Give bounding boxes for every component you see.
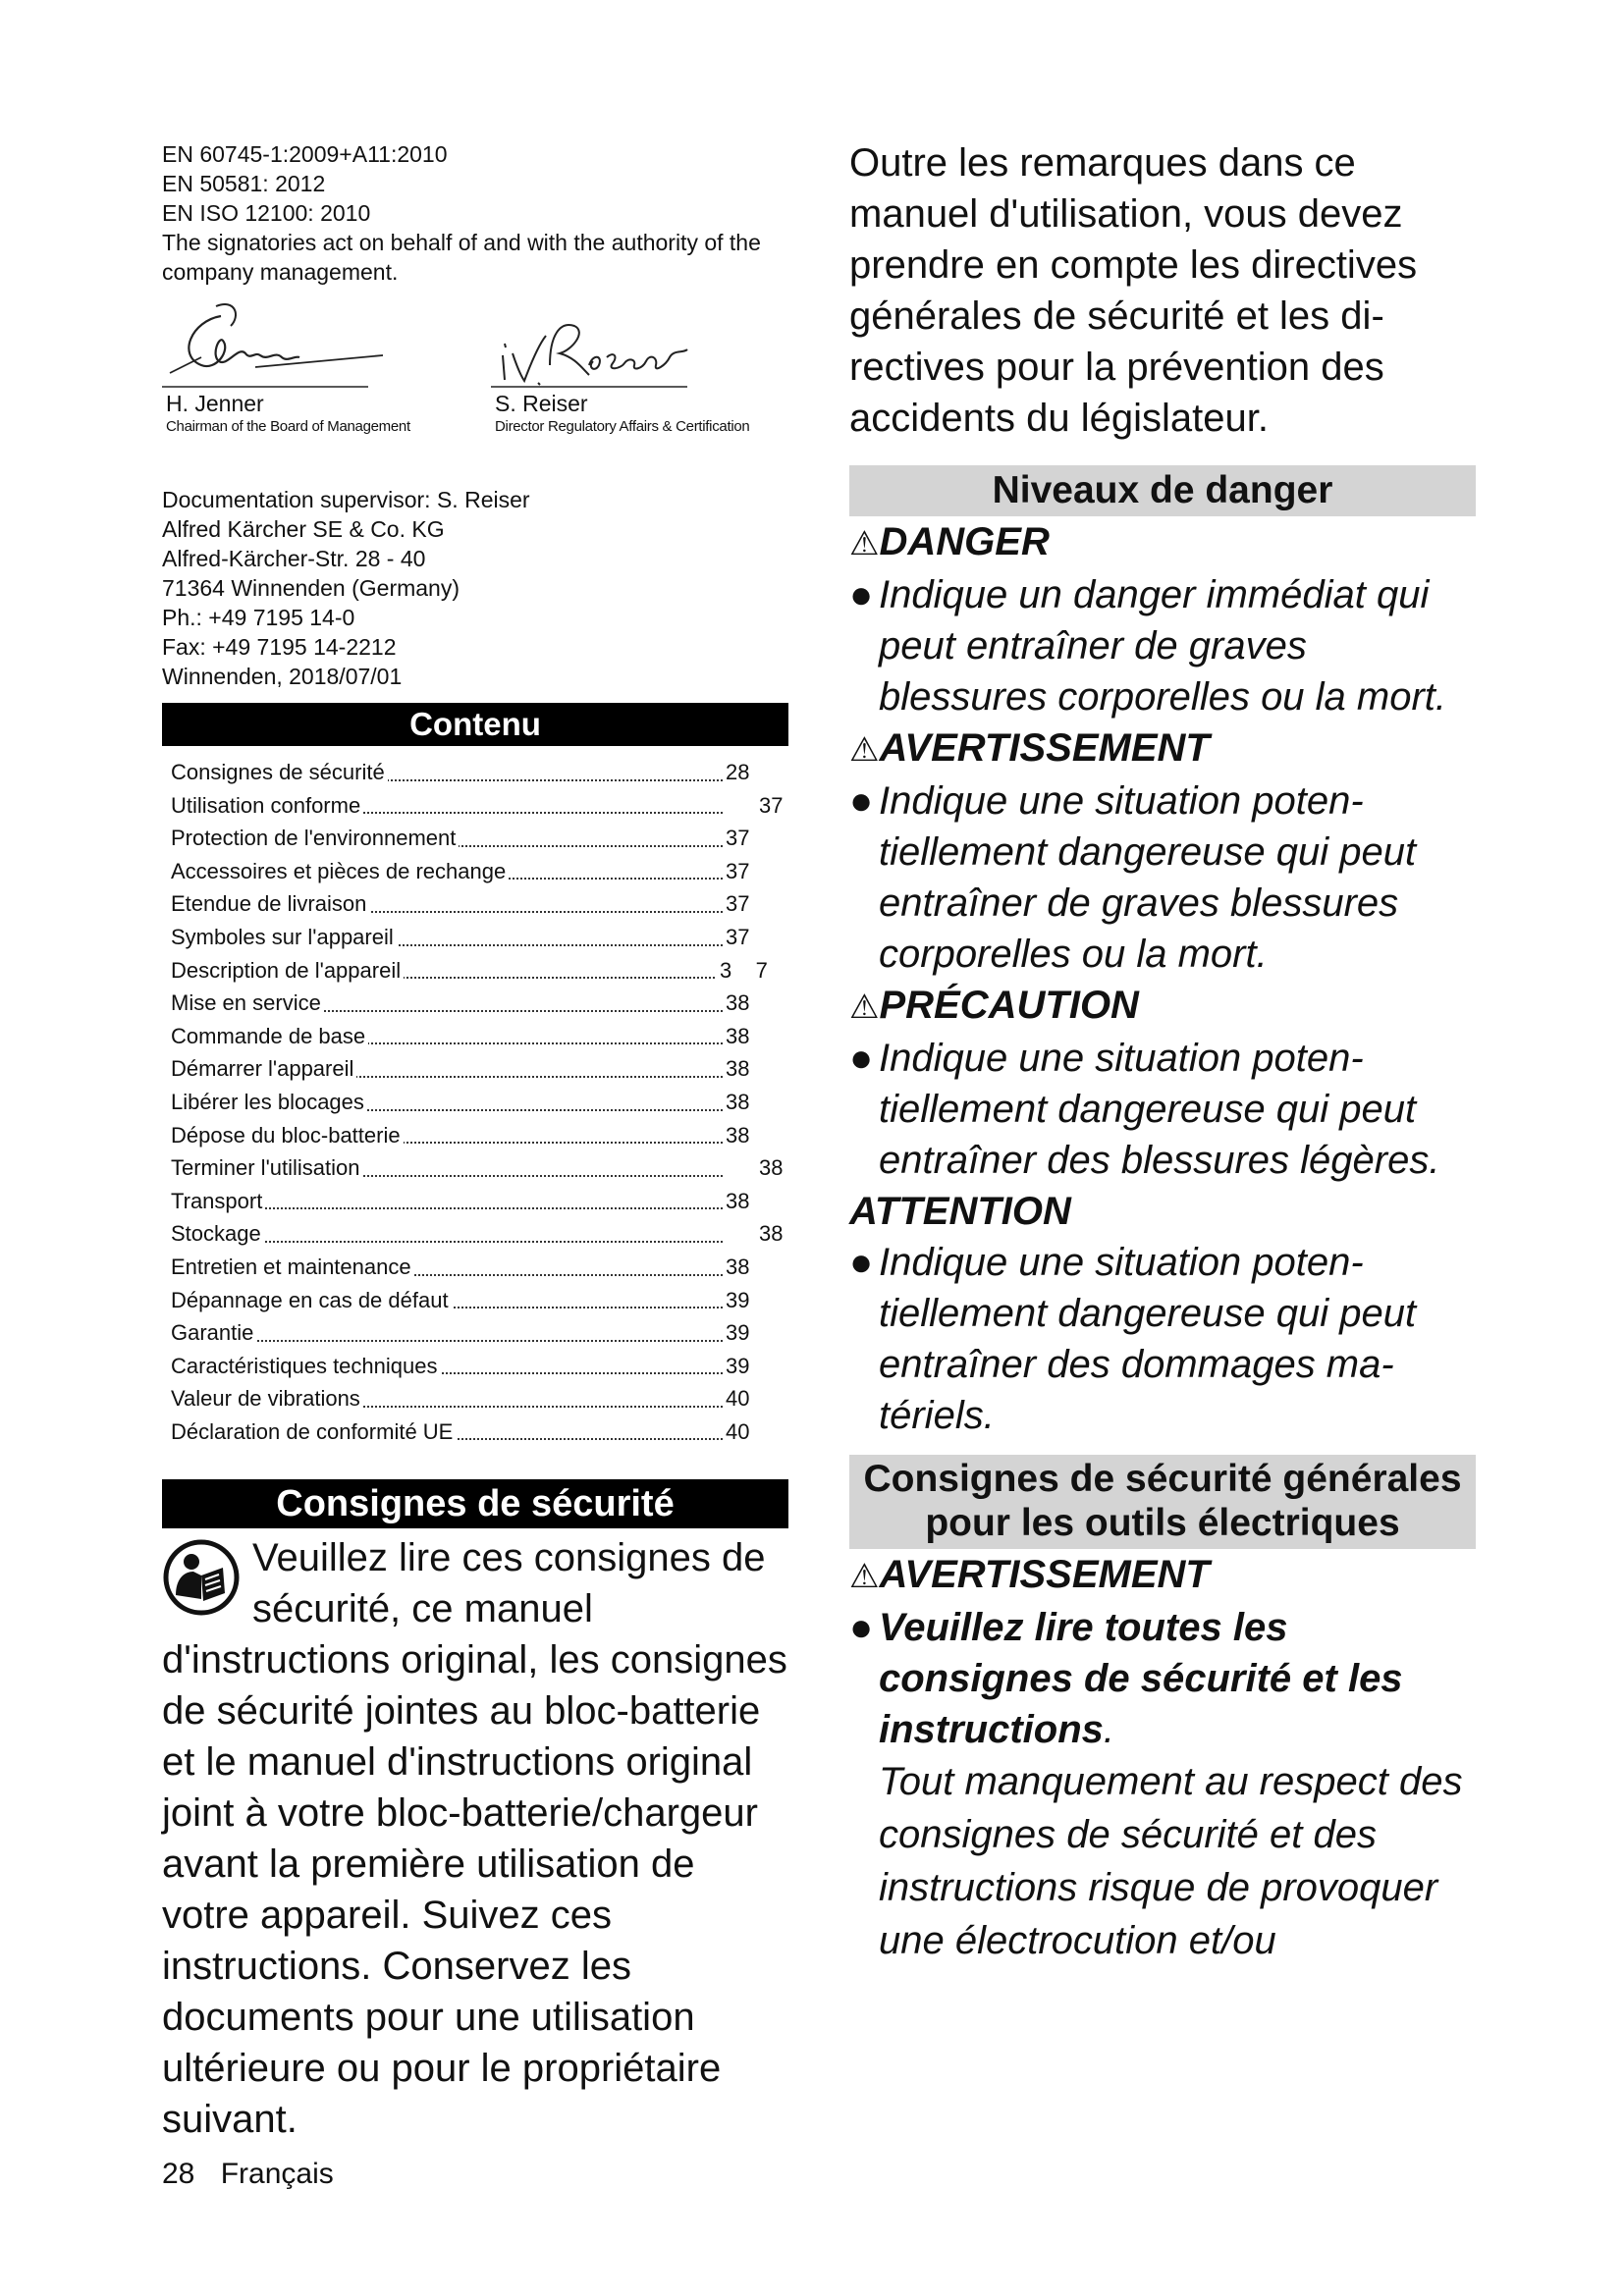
- danger-description-text: Indique une situation potentiellement dangereuse qui peut entraîner des dommages matériels.: [879, 1241, 1417, 1437]
- toc-entry-page: 38: [723, 1185, 749, 1218]
- toc-entry-page: 38: [723, 987, 749, 1020]
- toc-entry-page: 3 7: [717, 954, 768, 988]
- address-block: [162, 485, 790, 691]
- toc-entry-label: Déclaration de conformité UE: [171, 1419, 456, 1444]
- toc-entry-page: 40: [723, 1415, 749, 1449]
- toc-entry-label: Garantie: [171, 1320, 256, 1345]
- toc-entry-page: 37: [756, 789, 783, 823]
- toc-entry: [171, 1151, 799, 1185]
- toc-entry-page: 39: [723, 1350, 749, 1383]
- toc-entry-page: 38: [723, 1119, 749, 1152]
- address-line: 71364 Winnenden (Germany): [162, 575, 460, 601]
- toc-entry: [171, 1052, 799, 1086]
- toc-entry-label: Libérer les blocages: [171, 1090, 367, 1114]
- standard-line: EN 60745-1:2009+A11:2010: [162, 141, 448, 167]
- signal-word-heading: [849, 1549, 1478, 1602]
- toc-entry-label: Caractéristiques techniques: [171, 1354, 440, 1378]
- toc-entry: [171, 1119, 799, 1152]
- danger-level-1: [849, 516, 1478, 722]
- signal-word-heading: [849, 1186, 1478, 1237]
- toc-entry-label: Etendue de livraison: [171, 891, 369, 916]
- warning-triangle-icon: ⚠: [849, 988, 880, 1026]
- address-line: Fax: +49 7195 14-2212: [162, 634, 397, 660]
- signature-reiser-image: [491, 296, 717, 390]
- signature-jenner-image: [162, 296, 388, 390]
- warning-triangle-icon: ⚠: [849, 1558, 880, 1595]
- address-line: Alfred Kärcher SE & Co. KG: [162, 516, 445, 542]
- toc-entry-label: Description de l'appareil: [171, 958, 404, 983]
- toc-entry: [171, 1020, 799, 1053]
- toc-entry-label: Protection de l'environnement: [171, 826, 459, 850]
- bullet-icon: ●: [849, 573, 874, 616]
- standard-line: EN ISO 12100: 2010: [162, 200, 371, 226]
- toc-entry-label: Démarrer l'appareil: [171, 1056, 356, 1081]
- consignes-heading: Consignes de sécurité: [162, 1479, 788, 1528]
- toc-entry: [171, 822, 799, 855]
- toc-entry: [171, 921, 799, 954]
- toc-entry-label: Symboles sur l'appareil: [171, 925, 397, 949]
- contenu-heading: Contenu: [162, 703, 788, 746]
- consignes-intro: [162, 1532, 790, 2145]
- toc-entry-page: 38: [723, 1052, 749, 1086]
- signal-word: PRÉCAUTION: [879, 984, 1139, 1027]
- toc-entry-label: Accessoires et pièces de rechange: [171, 859, 509, 883]
- toc-entry: [171, 987, 799, 1020]
- page-footer: [162, 2157, 334, 2192]
- toc-entry-label: Commande de base: [171, 1024, 368, 1048]
- page-number: 28: [162, 2158, 195, 2190]
- danger-description: [849, 1033, 1478, 1186]
- address-line: Ph.: +49 7195 14-0: [162, 605, 355, 630]
- right-column: [849, 137, 1478, 1967]
- toc-entry-label: Transport: [171, 1189, 265, 1213]
- toc-entry: [171, 1382, 799, 1415]
- danger-description: [849, 1237, 1478, 1441]
- toc-entry-label: Valeur de vibrations: [171, 1386, 363, 1411]
- signatory-name: H. Jenner: [166, 391, 264, 416]
- signal-word-heading: [849, 516, 1478, 569]
- toc-entry-label: Stockage: [171, 1221, 264, 1246]
- toc-entry-page: 37: [723, 921, 749, 954]
- toc-entry: [171, 1415, 799, 1449]
- danger-levels: [849, 516, 1478, 1441]
- bullet-icon: ●: [849, 779, 874, 823]
- niveaux-heading: Niveaux de danger: [849, 465, 1476, 516]
- toc-entry-label: Terminer l'utilisation: [171, 1155, 363, 1180]
- signal-word: ATTENTION: [849, 1190, 1071, 1233]
- warning-triangle-icon: ⚠: [849, 525, 880, 562]
- warning-text: Tout manquement au respect des consignes de sécurité et des instructions risque de provoquer une électrocution et/ou: [879, 1760, 1463, 1962]
- bullet-icon: ●: [849, 1606, 874, 1649]
- danger-description-text: Indique une situation potentiellement dangereuse qui peut entraîner de graves blessures corporelles ou la mort.: [879, 779, 1417, 976]
- standard-line: EN 50581: 2012: [162, 171, 326, 196]
- toc-entry: [171, 1284, 799, 1317]
- toc-entry-label: Dépannage en cas de défaut: [171, 1288, 452, 1312]
- general-warning: [849, 1549, 1478, 1967]
- signal-word-heading: [849, 980, 1478, 1033]
- toc-entry: [171, 855, 799, 888]
- toc-entry-page: 40: [723, 1382, 749, 1415]
- signal-word: DANGER: [879, 520, 1050, 563]
- toc-entry-label: Mise en service: [171, 990, 324, 1015]
- danger-description: [849, 569, 1478, 722]
- signatories-note: The signatories act on behalf of and with the authority of the company management.: [162, 230, 761, 285]
- toc-entry-page: 37: [723, 822, 749, 855]
- signal-word-heading: [849, 722, 1478, 775]
- danger-level-3: [849, 980, 1478, 1186]
- danger-level-2: [849, 722, 1478, 980]
- signature-block-jenner: [162, 296, 457, 437]
- toc-entry-page: 39: [723, 1284, 749, 1317]
- read-manual-icon: [162, 1538, 241, 1617]
- toc-entry-page: 38: [723, 1251, 749, 1284]
- address-line: Documentation supervisor: S. Reiser: [162, 487, 530, 512]
- signal-word: AVERTISSEMENT: [879, 726, 1210, 770]
- toc-entry: [171, 1217, 799, 1251]
- toc-entry: [171, 1251, 799, 1284]
- signatory-role: Chairman of the Board of Management: [166, 418, 410, 435]
- toc-entry-label: Dépose du bloc-batterie: [171, 1123, 404, 1148]
- toc-entry-label: Utilisation conforme: [171, 793, 363, 818]
- danger-level-4: [849, 1186, 1478, 1441]
- warning-triangle-icon: ⚠: [849, 731, 880, 769]
- toc-entry: [171, 789, 799, 823]
- danger-description: [849, 775, 1478, 980]
- toc-entry: [171, 756, 799, 789]
- address-line: Winnenden, 2018/07/01: [162, 664, 403, 689]
- standards-list: [162, 139, 790, 287]
- signatures: [162, 296, 790, 483]
- toc-entry-page: 38: [756, 1151, 783, 1185]
- toc-entry-label: Entretien et maintenance: [171, 1255, 414, 1279]
- warning-bold-suffix: .: [1103, 1708, 1115, 1751]
- address-line: Alfred-Kärcher-Str. 28 - 40: [162, 546, 426, 571]
- toc-entry-page: 37: [723, 887, 749, 921]
- danger-description-text: Indique une situation potentiellement dangereuse qui peut entraîner des blessures légères.: [879, 1037, 1440, 1182]
- danger-description-text: Indique un danger immédiat qui peut entraîner de graves blessures corporelles ou la mort.: [879, 573, 1447, 719]
- signature-block-reiser: [491, 296, 785, 437]
- toc-entry-page: 38: [723, 1020, 749, 1053]
- toc-entry-label: Consignes de sécurité: [171, 760, 388, 784]
- bullet-icon: ●: [849, 1037, 874, 1080]
- warning-bold-text: Veuillez lire toutes les consignes de sécurité et les instructions: [879, 1606, 1403, 1751]
- consignes-intro-text: Veuillez lire ces consignes de sécurité, ce manuel d'instructions original, les consignes de sécurité jointes au bloc-batterie et le manuel d'instructions original joint à votre bloc-batterie/chargeur avant la première utilisation de votre appareil. Suivez ces instructions. Conservez les documents pour une utilisation ultérieure ou pour le propriétaire suivant.: [162, 1536, 787, 2142]
- table-of-contents: [162, 756, 799, 1448]
- right-intro: Outre les remarques dans ce manuel d'utilisation, vous devez prendre en compte les directives générales de sécurité et les directives pour la prévention des accidents du législateur.: [849, 141, 1418, 440]
- toc-entry: [171, 887, 799, 921]
- toc-entry: [171, 1350, 799, 1383]
- general-safety-heading: Consignes de sécurité générales pour les outils électriques: [849, 1455, 1476, 1549]
- toc-entry: [171, 1316, 799, 1350]
- toc-entry-page: 28: [723, 756, 749, 789]
- toc-entry-page: 38: [756, 1217, 783, 1251]
- warning-bullet: [849, 1602, 1478, 1755]
- signal-word: AVERTISSEMENT: [879, 1553, 1210, 1596]
- toc-entry: [171, 1086, 799, 1119]
- bullet-icon: ●: [849, 1241, 874, 1284]
- toc-entry-page: 38: [723, 1086, 749, 1119]
- language-label: Français: [220, 2158, 334, 2190]
- signatory-role: Director Regulatory Affairs & Certification: [495, 418, 750, 435]
- toc-entry: [171, 1185, 799, 1218]
- signatory-name: S. Reiser: [495, 391, 588, 416]
- left-column: [162, 139, 790, 2145]
- toc-entry-page: 39: [723, 1316, 749, 1350]
- toc-entry: [171, 954, 799, 988]
- toc-entry-page: 37: [723, 855, 749, 888]
